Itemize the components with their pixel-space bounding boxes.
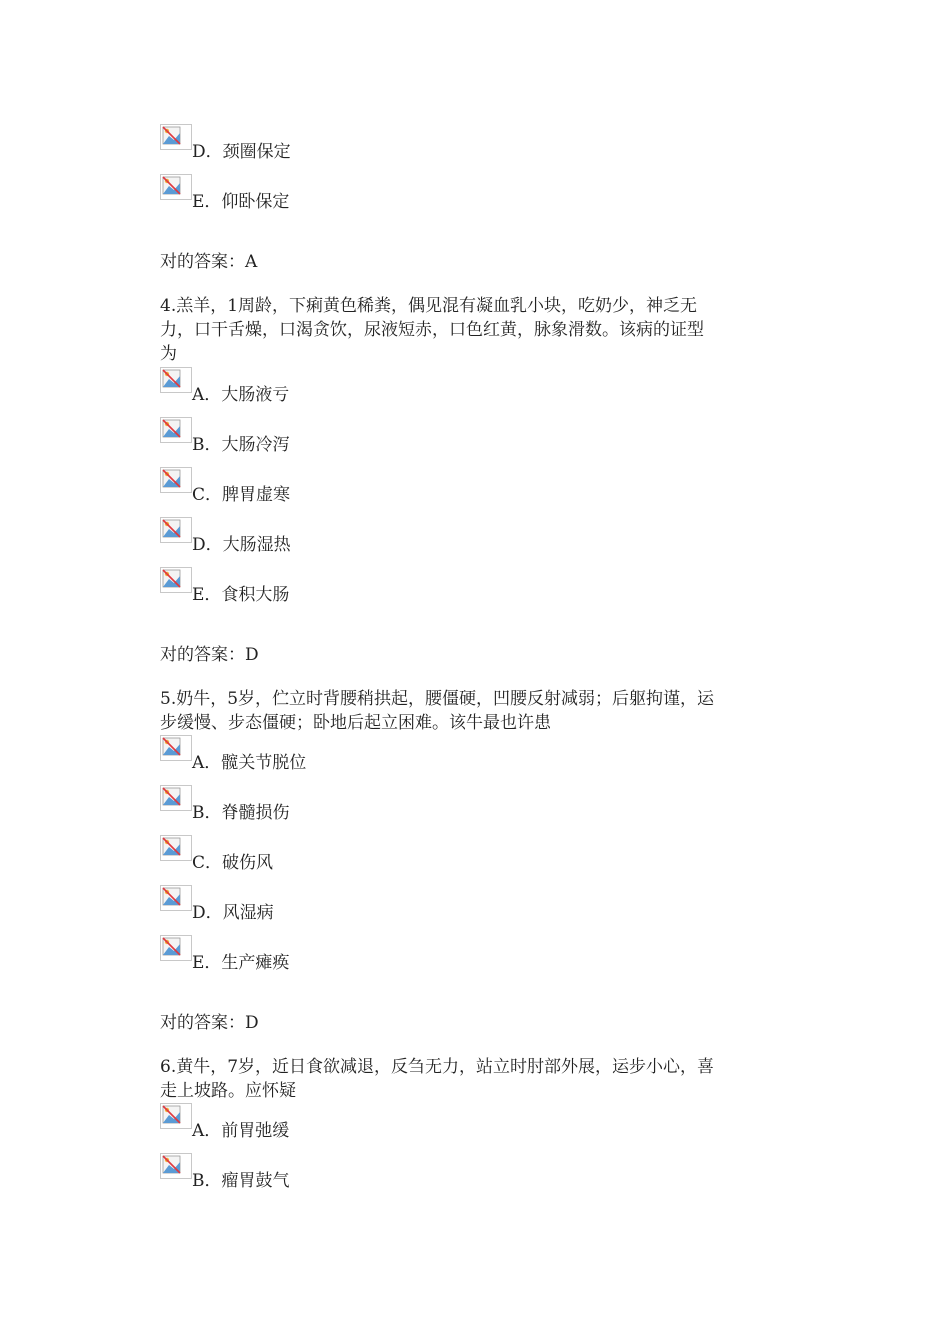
broken-image-icon: [160, 735, 192, 761]
broken-image-icon: [160, 567, 192, 593]
broken-image-icon: [160, 1153, 192, 1179]
option-text: B．大肠冷泻: [192, 435, 290, 455]
broken-image-icon: [160, 417, 192, 443]
broken-image-icon: [160, 835, 192, 861]
q5-option-a: [160, 735, 760, 775]
broken-image-icon: [160, 174, 192, 200]
q6-stem-line-1: 6.黄牛，7岁，近日食欲减退，反刍无力，站立时肘部外展，运步小心，喜: [160, 1057, 715, 1077]
broken-image-icon: [160, 124, 192, 150]
q5-option-c: [160, 835, 760, 875]
broken-image-icon: [160, 1103, 192, 1129]
option-text: C．脾胃虚寒: [192, 485, 291, 505]
broken-image-icon: [160, 517, 192, 543]
answer-prev: 对的答案：A: [160, 252, 258, 272]
q5-option-d: [160, 885, 760, 925]
q4-stem-line-1: 4.羔羊，1周龄，下痢黄色稀粪，偶见混有凝血乳小块，吃奶少，神乏无: [160, 296, 698, 316]
broken-image-icon: [160, 367, 192, 393]
q6-option-a: [160, 1103, 760, 1143]
q5-stem-line-1: 5.奶牛，5岁，伫立时背腰稍拱起，腰僵硬，凹腰反射减弱；后躯拘谨，运: [160, 689, 715, 709]
option-prev-d: [160, 124, 760, 164]
option-text: B．脊髓损伤: [192, 803, 290, 823]
option-text: B．瘤胃鼓气: [192, 1171, 290, 1191]
q4-option-e: [160, 567, 760, 607]
q5-option-e: [160, 935, 760, 975]
q4-option-a: [160, 367, 760, 407]
q4-option-c: [160, 467, 760, 507]
broken-image-icon: [160, 785, 192, 811]
option-text: A．大肠液亏: [192, 385, 290, 405]
option-text: C．破伤风: [192, 853, 274, 873]
option-text: E．仰卧保定: [192, 192, 290, 212]
q5-answer: 对的答案：D: [160, 1013, 259, 1033]
q5-option-b: [160, 785, 760, 825]
broken-image-icon: [160, 885, 192, 911]
broken-image-icon: [160, 467, 192, 493]
q4-option-b: [160, 417, 760, 457]
q4-answer: 对的答案：D: [160, 645, 259, 665]
option-text: A．髋关节脱位: [192, 753, 307, 773]
option-prev-e: [160, 174, 760, 214]
option-text: E．食积大肠: [192, 585, 290, 605]
option-text: D．大肠湿热: [192, 535, 291, 555]
q4-stem-line-3: 为: [160, 344, 177, 364]
q5-stem-line-2: 步缓慢、步态僵硬；卧地后起立困难。该牛最也许患: [160, 713, 551, 733]
broken-image-icon: [160, 935, 192, 961]
option-text: D．风湿病: [192, 903, 274, 923]
option-text: D．颈圈保定: [192, 142, 291, 162]
q6-option-b: [160, 1153, 760, 1193]
q4-option-d: [160, 517, 760, 557]
q4-stem-line-2: 力，口干舌燥，口渴贪饮，尿液短赤，口色红黄，脉象滑数。该病的证型: [160, 320, 704, 340]
option-text: E．生产瘫痪: [192, 953, 290, 973]
q6-stem-line-2: 走上坡路。应怀疑: [160, 1081, 296, 1101]
option-text: A．前胃弛缓: [192, 1121, 290, 1141]
